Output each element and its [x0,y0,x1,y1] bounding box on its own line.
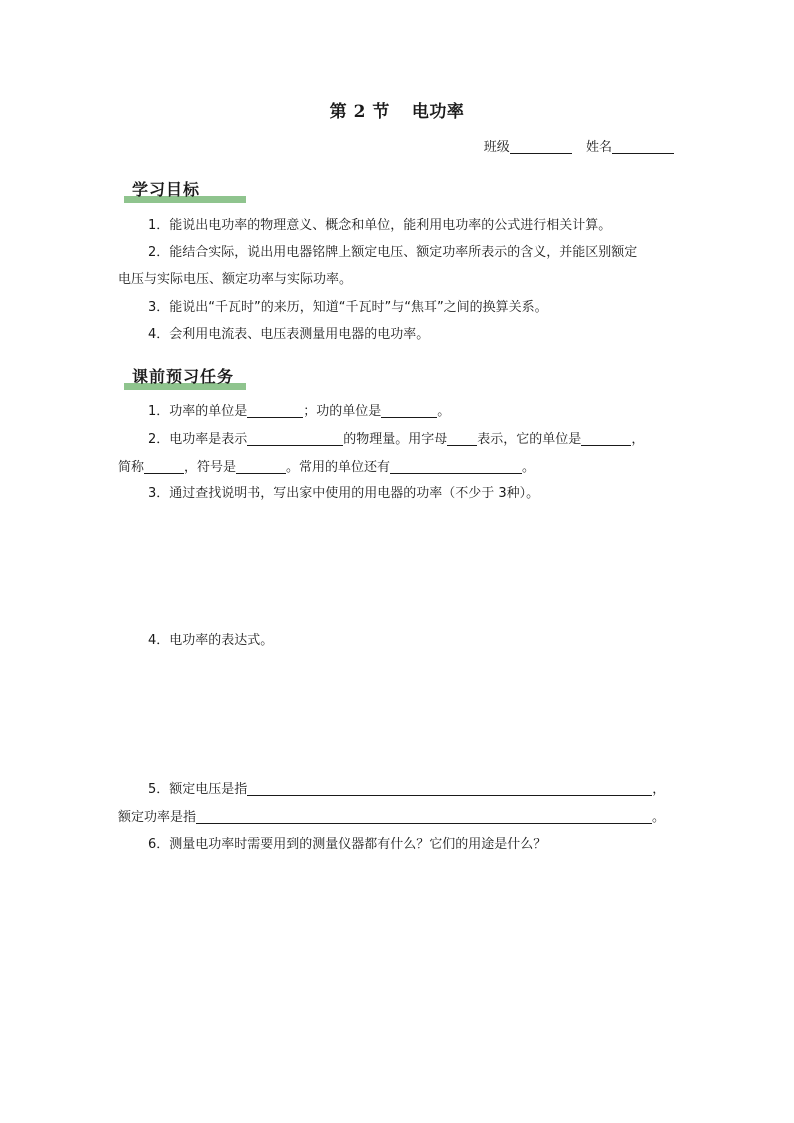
answer-blank[interactable] [236,459,286,474]
answer-blank[interactable] [247,781,652,796]
section-heading-objectives [124,177,248,203]
answer-blank[interactable] [390,459,522,474]
question-2: 2．电功率是表示 的物理量。用字母 表示，它的单位是 ， [148,432,645,447]
section-heading-label: 学习目标 [132,180,201,199]
question-4: 4．电功率的表达式。 [148,633,274,648]
answer-blank[interactable] [144,459,184,474]
question-1: 1．功率的单位是 ；功的单位是 。 [148,404,451,419]
class-name-row [484,136,674,155]
question-6: 6．测量电功率时需要用到的测量仪器都有什么？它们的用途是什么？ [148,837,547,852]
title-section-number: 第 2 节 [329,102,390,122]
answer-blank[interactable] [581,431,631,446]
objective-item-continued: 电压与实际电压、额定功率与实际功率。 [118,272,353,287]
question-5-continued: 额定功率是指 。 [118,810,666,825]
section-heading-preview-tasks [124,364,248,390]
title-topic: 电功率 [411,102,465,122]
page-title [0,97,794,122]
class-label: 班级 [483,140,510,155]
question-2-continued: 简称 ，符号是 。常用的单位还有 。 [118,460,536,475]
answer-blank[interactable] [447,431,477,446]
answer-blank[interactable] [381,403,437,418]
objective-item: 2．能结合实际，说出用电器铭牌上额定电压、额定功率所表示的含义，并能区别额定 [148,245,638,260]
section-heading-label: 课前预习任务 [132,367,235,386]
class-blank[interactable] [510,139,572,154]
question-3: 3．通过查找说明书，写出家中使用的用电器的功率（不少于 3种）。 [148,486,540,501]
objective-item: 4．会利用电流表、电压表测量用电器的电功率。 [148,327,430,342]
answer-blank[interactable] [196,809,652,824]
name-label: 姓名 [585,140,612,155]
name-blank[interactable] [612,139,674,154]
objective-item: 1．能说出电功率的物理意义、概念和单位，能利用电功率的公式进行相关计算。 [148,218,612,233]
question-5: 5．额定电压是指 ， [148,782,666,797]
answer-blank[interactable] [247,431,343,446]
answer-blank[interactable] [247,403,303,418]
objective-item: 3．能说出“千瓦时”的来历，知道“千瓦时”与“焦耳”之间的换算关系。 [148,300,548,315]
